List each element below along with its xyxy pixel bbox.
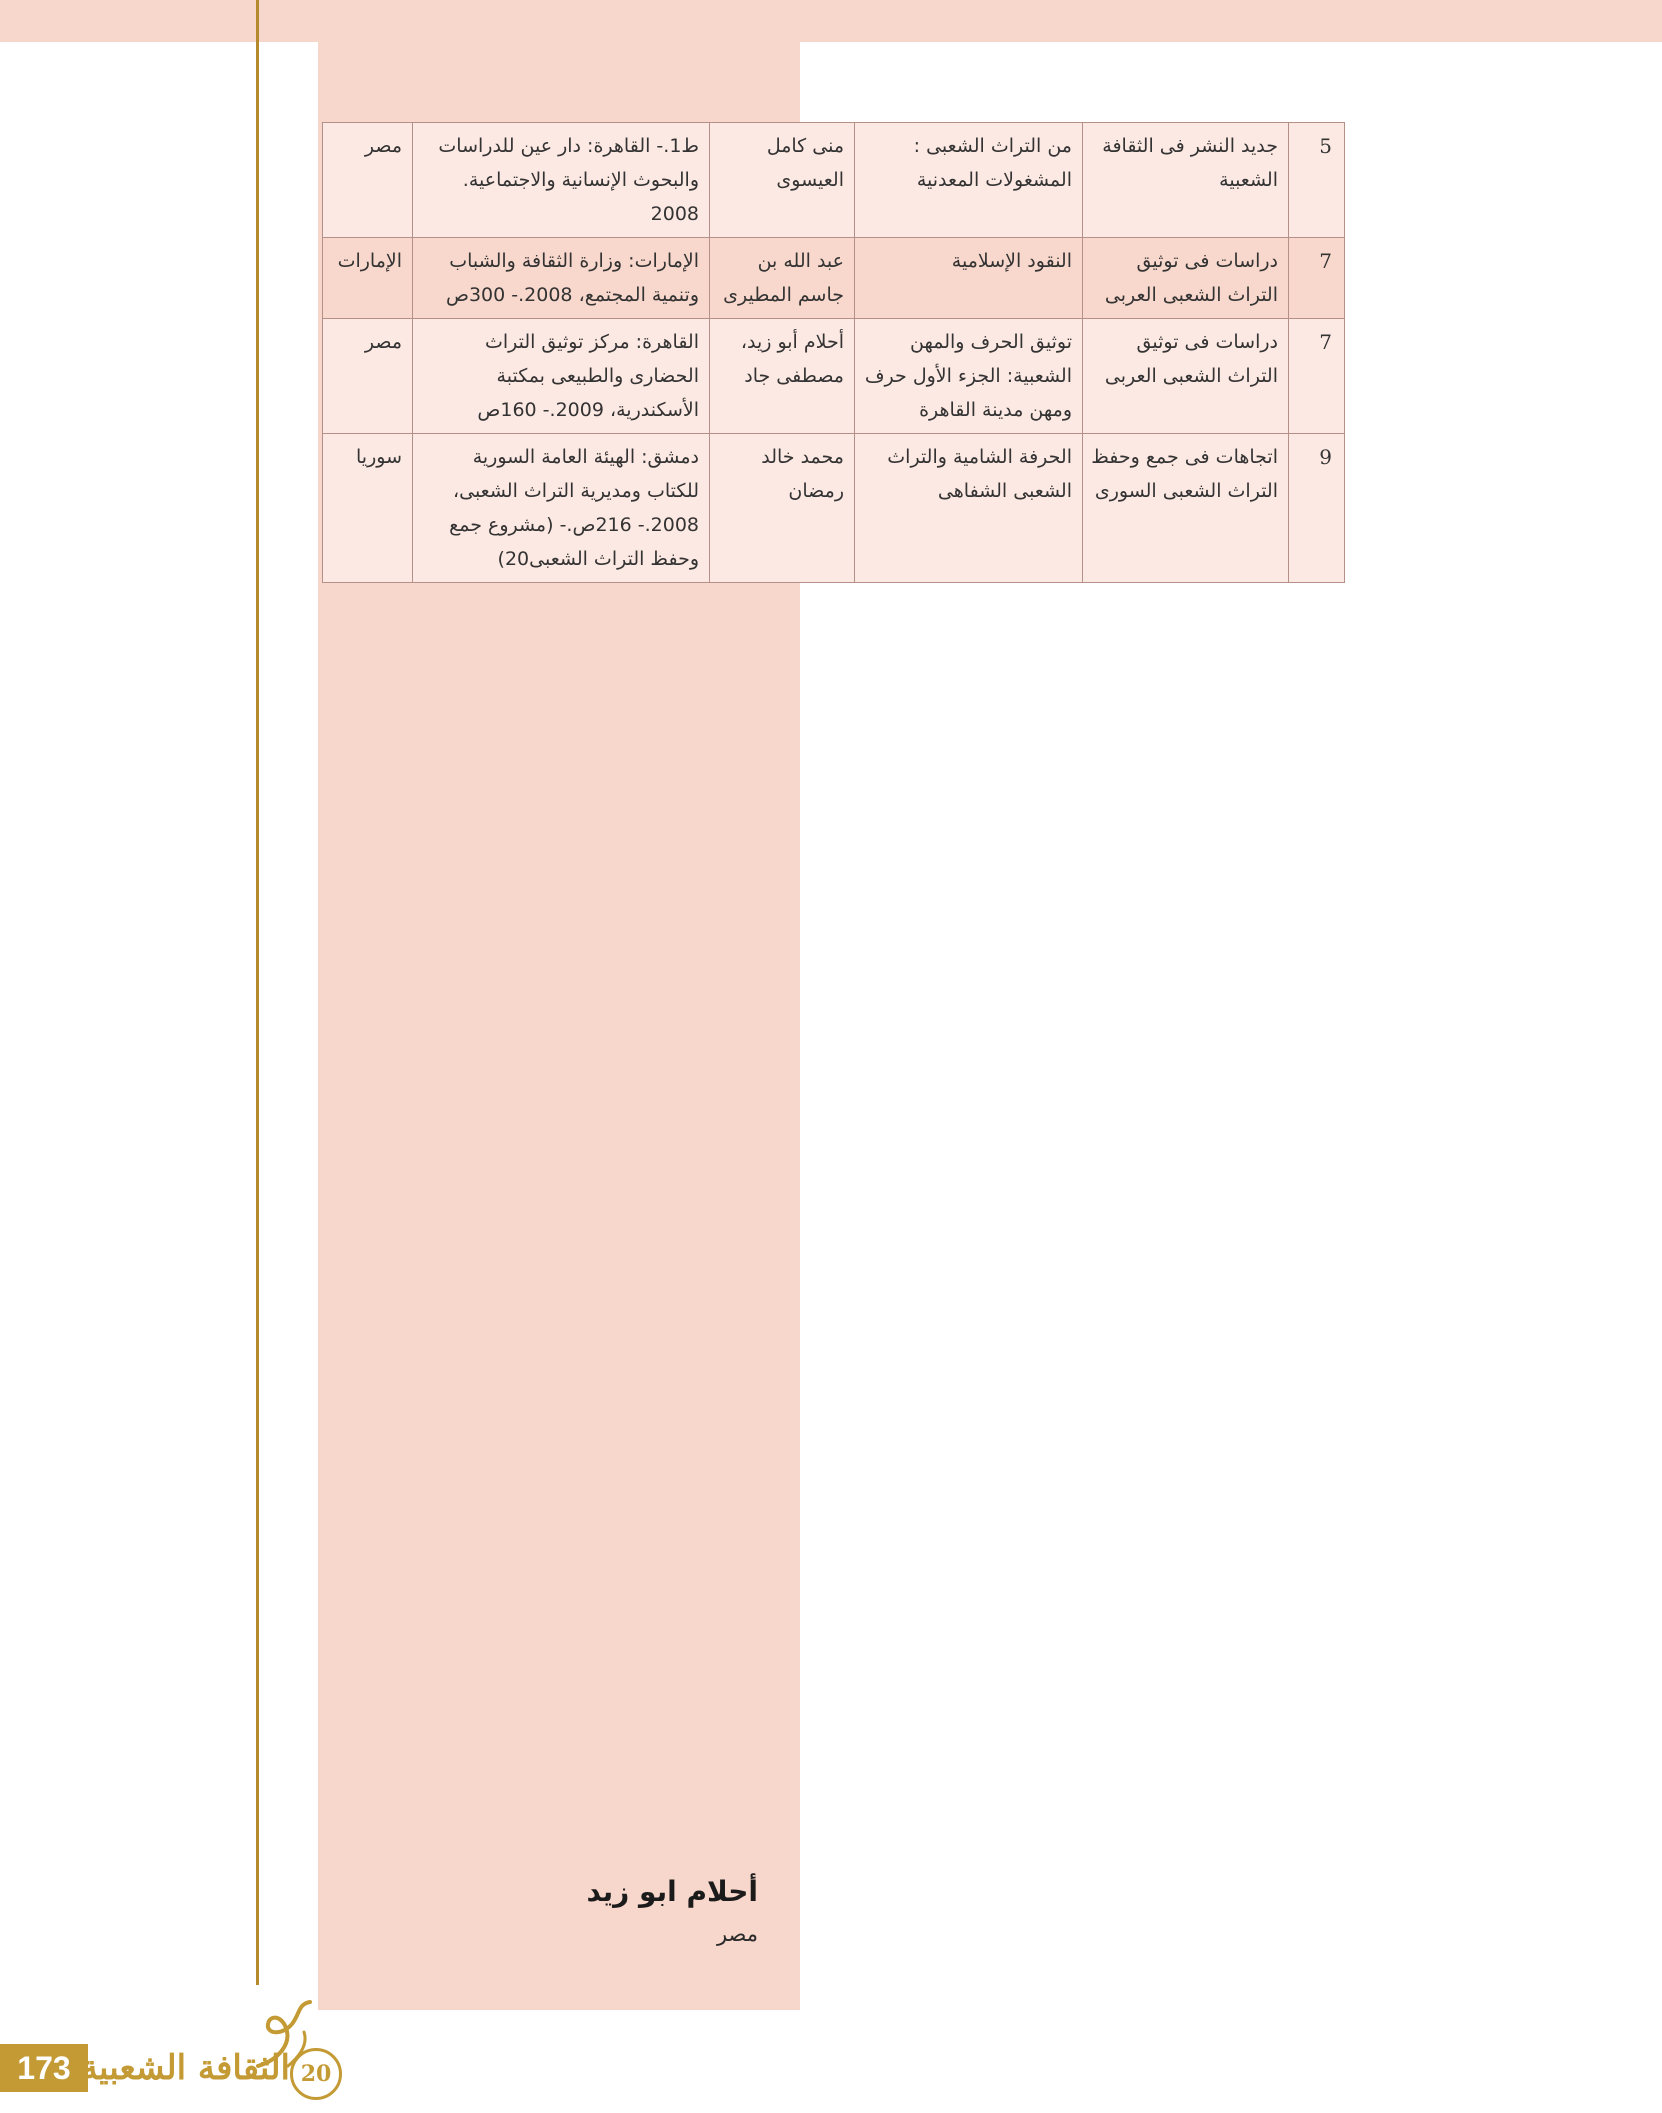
magazine-logo-text: الثقافة الشعبية	[80, 2048, 290, 2088]
cell-number: 9	[1289, 434, 1345, 583]
cell-publication: القاهرة: مركز توثيق التراث الحضارى والطبيعى بمكتبة الأسكندرية، 2009.- 160ص	[413, 319, 710, 434]
cell-publication: ط1.- القاهرة: دار عين للدراسات والبحوث الإنسانية والاجتماعية. 2008	[413, 123, 710, 238]
cell-author: محمد خالد رمضان	[710, 434, 855, 583]
references-table-container	[322, 122, 1344, 583]
table-row	[323, 434, 1345, 583]
gold-vertical-rule	[256, 0, 259, 1985]
cell-country: مصر	[323, 123, 413, 238]
page-number: 173	[17, 2050, 71, 2086]
references-table	[322, 122, 1345, 583]
cell-book-title: النقود الإسلامية	[855, 238, 1083, 319]
cell-number: 7	[1289, 319, 1345, 434]
cell-series-title: جديد النشر فى الثقافة الشعبية	[1083, 123, 1289, 238]
cell-country: سوريا	[323, 434, 413, 583]
table-row	[323, 319, 1345, 434]
cell-country: الإمارات	[323, 238, 413, 319]
table-row	[323, 238, 1345, 319]
cell-author: منى كامل العيسوى	[710, 123, 855, 238]
cell-series-title: دراسات فى توثيق التراث الشعبى العربى	[1083, 238, 1289, 319]
cell-author: أحلام أبو زيد، مصطفى جاد	[710, 319, 855, 434]
cell-number: 5	[1289, 123, 1345, 238]
magazine-logo	[80, 2000, 356, 2100]
author-name: أحلام ابو زيد	[586, 1875, 758, 1908]
cell-author: عبد الله بن جاسم المطيرى	[710, 238, 855, 319]
top-band	[0, 0, 1662, 42]
cell-series-title: دراسات فى توثيق التراث الشعبى العربى	[1083, 319, 1289, 434]
cell-book-title: من التراث الشعبى : المشغولات المعدنية	[855, 123, 1083, 238]
cell-number: 7	[1289, 238, 1345, 319]
cell-series-title: اتجاهات فى جمع وحفظ التراث الشعبى السورى	[1083, 434, 1289, 583]
cell-book-title: الحرفة الشامية والتراث الشعبى الشفاهى	[855, 434, 1083, 583]
cell-publication: الإمارات: وزارة الثقافة والشباب وتنمية المجتمع، 2008.- 300ص	[413, 238, 710, 319]
table-row	[323, 123, 1345, 238]
author-signature-block	[586, 1870, 758, 1954]
author-country: مصر	[716, 1922, 758, 1946]
cell-country: مصر	[323, 319, 413, 434]
cell-publication: دمشق: الهيئة العامة السورية للكتاب ومديرية التراث الشعبى، 2008.- 216ص.- (مشروع جمع وحفظ التراث الشعبى20)	[413, 434, 710, 583]
cell-book-title: توثيق الحرف والمهن الشعبية: الجزء الأول حرف ومهن مدينة القاهرة	[855, 319, 1083, 434]
issue-number: 20	[300, 2061, 332, 2087]
